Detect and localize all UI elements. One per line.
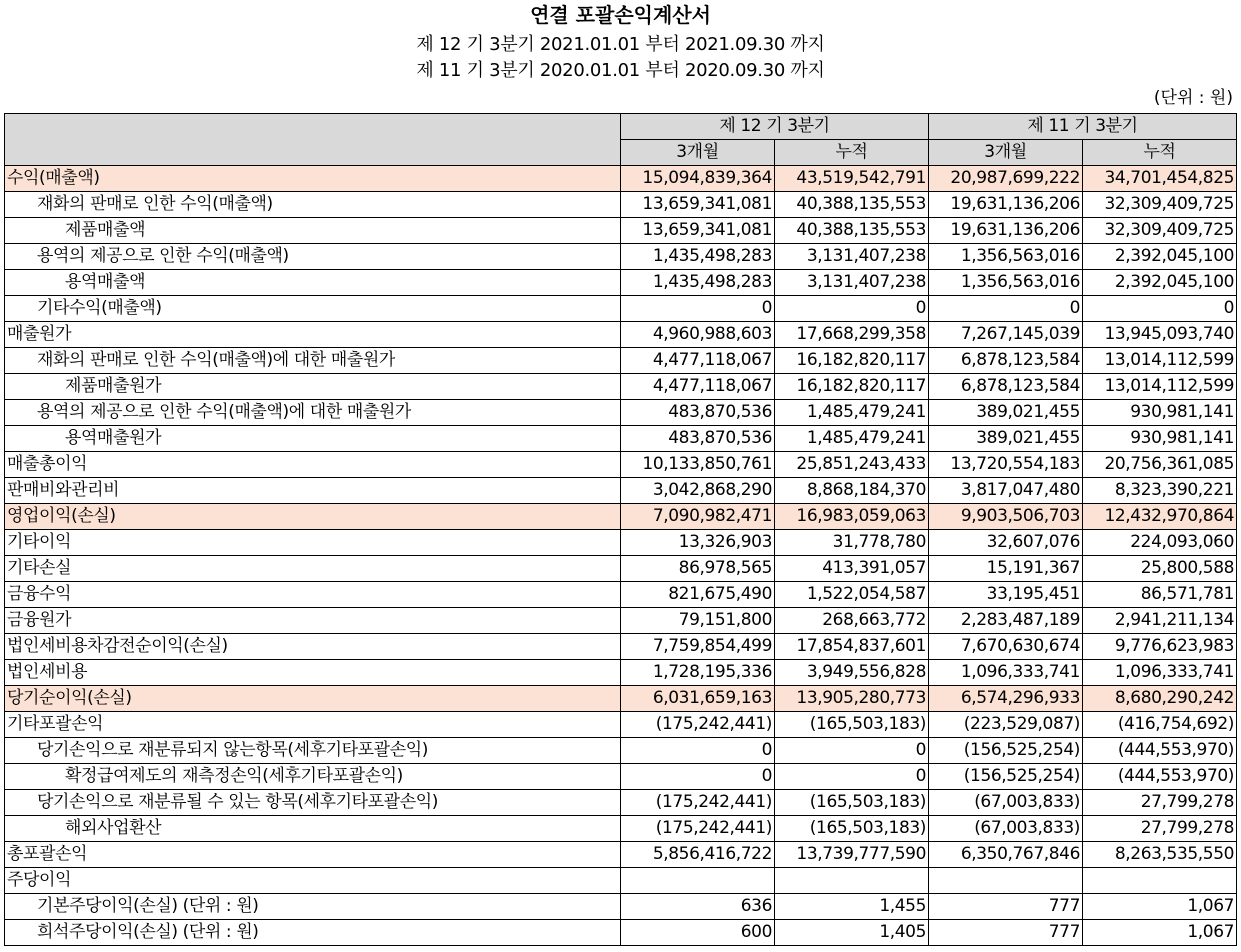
prior-cum-value: 20,756,361,085 xyxy=(1083,452,1237,478)
prior-cum-value: 12,432,970,864 xyxy=(1083,504,1237,530)
prior-cum-value: (416,754,692) xyxy=(1083,712,1237,738)
current-3m-value: 0 xyxy=(621,738,775,764)
table-row xyxy=(5,322,1237,348)
prior-3m-value: (67,003,833) xyxy=(929,790,1083,816)
current-3m-value: 7,759,854,499 xyxy=(621,634,775,660)
prior-3m-value: (67,003,833) xyxy=(929,816,1083,842)
row-label: 당기손익으로 재분류되지 않는항목(세후기타포괄손익) xyxy=(5,738,621,764)
row-label: 기타포괄손익 xyxy=(5,712,621,738)
prior-3m-value: 20,987,699,222 xyxy=(929,166,1083,192)
prior-cum-value: 8,263,535,550 xyxy=(1083,842,1237,868)
prior-cum-value: (444,553,970) xyxy=(1083,764,1237,790)
table-row xyxy=(5,790,1237,816)
prior-cum-value: 1,067 xyxy=(1083,894,1237,920)
row-label: 제품매출원가 xyxy=(5,374,621,400)
header-prior-period: 제 11 기 3분기 xyxy=(929,114,1237,140)
current-cum-value: 13,739,777,590 xyxy=(775,842,929,868)
row-label: 법인세비용 xyxy=(5,660,621,686)
prior-cum-value: 8,323,390,221 xyxy=(1083,478,1237,504)
current-3m-value: 13,326,903 xyxy=(621,530,775,556)
current-3m-value: (175,242,441) xyxy=(621,816,775,842)
current-3m-value: (175,242,441) xyxy=(621,712,775,738)
current-3m-value: 4,477,118,067 xyxy=(621,374,775,400)
current-3m-value: 0 xyxy=(621,296,775,322)
prior-3m-value: 6,878,123,584 xyxy=(929,348,1083,374)
table-row xyxy=(5,556,1237,582)
prior-cum-value: 13,014,112,599 xyxy=(1083,374,1237,400)
prior-cum-value: 1,096,333,741 xyxy=(1083,660,1237,686)
header-blank xyxy=(5,114,621,166)
current-3m-value: 10,133,850,761 xyxy=(621,452,775,478)
prior-cum-value: 930,981,141 xyxy=(1083,426,1237,452)
table-row xyxy=(5,244,1237,270)
prior-3m-value: (223,529,087) xyxy=(929,712,1083,738)
prior-cum-value: 1,067 xyxy=(1083,920,1237,946)
row-label: 법인세비용차감전순이익(손실) xyxy=(5,634,621,660)
table-row xyxy=(5,374,1237,400)
table-row xyxy=(5,868,1237,894)
current-3m-value: 7,090,982,471 xyxy=(621,504,775,530)
prior-cum-value: 86,571,781 xyxy=(1083,582,1237,608)
table-row xyxy=(5,894,1237,920)
table-row xyxy=(5,452,1237,478)
row-label: 희석주당이익(손실) (단위 : 원) xyxy=(5,920,621,946)
table-row xyxy=(5,712,1237,738)
row-label: 제품매출액 xyxy=(5,218,621,244)
prior-3m-value: 33,195,451 xyxy=(929,582,1083,608)
table-row xyxy=(5,504,1237,530)
prior-cum-value: 13,014,112,599 xyxy=(1083,348,1237,374)
current-cum-value: 16,983,059,063 xyxy=(775,504,929,530)
current-cum-value: 13,905,280,773 xyxy=(775,686,929,712)
current-cum-value: 40,388,135,553 xyxy=(775,192,929,218)
prior-cum-value xyxy=(1083,868,1237,894)
prior-3m-value: 1,356,563,016 xyxy=(929,244,1083,270)
table-row xyxy=(5,400,1237,426)
current-cum-value: 0 xyxy=(775,738,929,764)
table-row xyxy=(5,192,1237,218)
prior-3m-value: 7,267,145,039 xyxy=(929,322,1083,348)
current-3m-value: 3,042,868,290 xyxy=(621,478,775,504)
prior-cum-value: 27,799,278 xyxy=(1083,790,1237,816)
current-cum-value: 40,388,135,553 xyxy=(775,218,929,244)
row-label: 기타수익(매출액) xyxy=(5,296,621,322)
prior-3m-value: 389,021,455 xyxy=(929,426,1083,452)
table-row xyxy=(5,842,1237,868)
table-row xyxy=(5,920,1237,946)
current-3m-value: (175,242,441) xyxy=(621,790,775,816)
prior-3m-value xyxy=(929,868,1083,894)
row-label: 금융수익 xyxy=(5,582,621,608)
prior-3m-value: 19,631,136,206 xyxy=(929,192,1083,218)
prior-3m-value: 6,574,296,933 xyxy=(929,686,1083,712)
row-label: 확정급여제도의 재측정손익(세후기타포괄손익) xyxy=(5,764,621,790)
current-cum-value: 16,182,820,117 xyxy=(775,374,929,400)
prior-3m-value: 777 xyxy=(929,920,1083,946)
table-row xyxy=(5,686,1237,712)
table-row xyxy=(5,582,1237,608)
row-label: 총포괄손익 xyxy=(5,842,621,868)
current-3m-value: 6,031,659,163 xyxy=(621,686,775,712)
table-row xyxy=(5,270,1237,296)
prior-cum-value: (444,553,970) xyxy=(1083,738,1237,764)
row-label: 주당이익 xyxy=(5,868,621,894)
current-cum-value: 31,778,780 xyxy=(775,530,929,556)
current-3m-value: 1,435,498,283 xyxy=(621,244,775,270)
prior-cum-value: 224,093,060 xyxy=(1083,530,1237,556)
current-3m-value: 636 xyxy=(621,894,775,920)
current-cum-value: (165,503,183) xyxy=(775,712,929,738)
current-3m-value: 86,978,565 xyxy=(621,556,775,582)
header-current-period: 제 12 기 3분기 xyxy=(621,114,929,140)
current-3m-value: 4,477,118,067 xyxy=(621,348,775,374)
row-label: 용역매출원가 xyxy=(5,426,621,452)
current-3m-value: 79,151,800 xyxy=(621,608,775,634)
current-cum-value: 25,851,243,433 xyxy=(775,452,929,478)
row-label: 재화의 판매로 인한 수익(매출액)에 대한 매출원가 xyxy=(5,348,621,374)
table-row xyxy=(5,348,1237,374)
prior-3m-value: 1,096,333,741 xyxy=(929,660,1083,686)
period-prior: 제 11 기 3분기 2020.01.01 부터 2020.09.30 까지 xyxy=(416,60,825,81)
header-current-3m: 3개월 xyxy=(621,140,775,166)
header-prior-cum: 누적 xyxy=(1083,140,1237,166)
table-row xyxy=(5,634,1237,660)
prior-3m-value: 2,283,487,189 xyxy=(929,608,1083,634)
current-3m-value: 13,659,341,081 xyxy=(621,218,775,244)
row-label: 매출원가 xyxy=(5,322,621,348)
prior-3m-value: 777 xyxy=(929,894,1083,920)
prior-3m-value: 3,817,047,480 xyxy=(929,478,1083,504)
header-row-periods xyxy=(5,114,1237,140)
current-3m-value: 600 xyxy=(621,920,775,946)
row-label: 수익(매출액) xyxy=(5,166,621,192)
current-3m-value: 1,728,195,336 xyxy=(621,660,775,686)
table-row xyxy=(5,660,1237,686)
header-prior-3m: 3개월 xyxy=(929,140,1083,166)
prior-cum-value: 32,309,409,725 xyxy=(1083,192,1237,218)
prior-cum-value: 34,701,454,825 xyxy=(1083,166,1237,192)
income-statement-table xyxy=(4,113,1237,946)
table-row xyxy=(5,478,1237,504)
current-3m-value: 5,856,416,722 xyxy=(621,842,775,868)
table-row xyxy=(5,764,1237,790)
unit-label: (단위 : 원) xyxy=(1153,88,1233,108)
row-label: 기본주당이익(손실) (단위 : 원) xyxy=(5,894,621,920)
row-label: 판매비와관리비 xyxy=(5,478,621,504)
current-cum-value: 3,949,556,828 xyxy=(775,660,929,686)
current-3m-value: 15,094,839,364 xyxy=(621,166,775,192)
row-label: 영업이익(손실) xyxy=(5,504,621,530)
row-label: 용역매출액 xyxy=(5,270,621,296)
table-row xyxy=(5,296,1237,322)
prior-cum-value: 2,392,045,100 xyxy=(1083,244,1237,270)
prior-cum-value: 8,680,290,242 xyxy=(1083,686,1237,712)
current-cum-value: 3,131,407,238 xyxy=(775,270,929,296)
prior-3m-value: (156,525,254) xyxy=(929,764,1083,790)
row-label: 금융원가 xyxy=(5,608,621,634)
current-3m-value xyxy=(621,868,775,894)
prior-3m-value: 0 xyxy=(929,296,1083,322)
current-3m-value: 483,870,536 xyxy=(621,400,775,426)
row-label: 당기순이익(손실) xyxy=(5,686,621,712)
prior-cum-value: 25,800,588 xyxy=(1083,556,1237,582)
prior-cum-value: 13,945,093,740 xyxy=(1083,322,1237,348)
current-cum-value: (165,503,183) xyxy=(775,790,929,816)
prior-3m-value: 32,607,076 xyxy=(929,530,1083,556)
current-cum-value xyxy=(775,868,929,894)
current-cum-value: 1,485,479,241 xyxy=(775,426,929,452)
prior-cum-value: 32,309,409,725 xyxy=(1083,218,1237,244)
prior-3m-value: 6,878,123,584 xyxy=(929,374,1083,400)
current-cum-value: 0 xyxy=(775,296,929,322)
table-row xyxy=(5,816,1237,842)
current-cum-value: 0 xyxy=(775,764,929,790)
table-row xyxy=(5,218,1237,244)
prior-3m-value: (156,525,254) xyxy=(929,738,1083,764)
prior-3m-value: 9,903,506,703 xyxy=(929,504,1083,530)
row-label: 용역의 제공으로 인한 수익(매출액)에 대한 매출원가 xyxy=(5,400,621,426)
prior-cum-value: 2,392,045,100 xyxy=(1083,270,1237,296)
current-cum-value: 1,522,054,587 xyxy=(775,582,929,608)
current-cum-value: 3,131,407,238 xyxy=(775,244,929,270)
row-label: 당기손익으로 재분류될 수 있는 항목(세후기타포괄손익) xyxy=(5,790,621,816)
current-cum-value: 43,519,542,791 xyxy=(775,166,929,192)
table-row xyxy=(5,426,1237,452)
prior-cum-value: 27,799,278 xyxy=(1083,816,1237,842)
current-3m-value: 4,960,988,603 xyxy=(621,322,775,348)
prior-3m-value: 13,720,554,183 xyxy=(929,452,1083,478)
row-label: 해외사업환산 xyxy=(5,816,621,842)
prior-3m-value: 15,191,367 xyxy=(929,556,1083,582)
prior-cum-value: 930,981,141 xyxy=(1083,400,1237,426)
row-label: 기타손실 xyxy=(5,556,621,582)
current-cum-value: (165,503,183) xyxy=(775,816,929,842)
prior-cum-value: 2,941,211,134 xyxy=(1083,608,1237,634)
current-3m-value: 0 xyxy=(621,764,775,790)
current-3m-value: 821,675,490 xyxy=(621,582,775,608)
period-current: 제 12 기 3분기 2021.01.01 부터 2021.09.30 까지 xyxy=(416,34,825,55)
current-cum-value: 17,854,837,601 xyxy=(775,634,929,660)
current-3m-value: 13,659,341,081 xyxy=(621,192,775,218)
current-cum-value: 16,182,820,117 xyxy=(775,348,929,374)
row-label: 용역의 제공으로 인한 수익(매출액) xyxy=(5,244,621,270)
current-cum-value: 1,405 xyxy=(775,920,929,946)
row-label: 기타이익 xyxy=(5,530,621,556)
current-cum-value: 17,668,299,358 xyxy=(775,322,929,348)
table-row xyxy=(5,166,1237,192)
row-label: 재화의 판매로 인한 수익(매출액) xyxy=(5,192,621,218)
prior-3m-value: 7,670,630,674 xyxy=(929,634,1083,660)
current-cum-value: 1,455 xyxy=(775,894,929,920)
prior-cum-value: 9,776,623,983 xyxy=(1083,634,1237,660)
table-row xyxy=(5,608,1237,634)
table-row xyxy=(5,738,1237,764)
header-current-cum: 누적 xyxy=(775,140,929,166)
prior-3m-value: 389,021,455 xyxy=(929,400,1083,426)
prior-3m-value: 19,631,136,206 xyxy=(929,218,1083,244)
row-label: 매출총이익 xyxy=(5,452,621,478)
current-3m-value: 1,435,498,283 xyxy=(621,270,775,296)
current-cum-value: 413,391,057 xyxy=(775,556,929,582)
prior-3m-value: 6,350,767,846 xyxy=(929,842,1083,868)
prior-3m-value: 1,356,563,016 xyxy=(929,270,1083,296)
current-3m-value: 483,870,536 xyxy=(621,426,775,452)
prior-cum-value: 0 xyxy=(1083,296,1237,322)
current-cum-value: 8,868,184,370 xyxy=(775,478,929,504)
statement-title: 연결 포괄손익계산서 xyxy=(530,3,711,27)
current-cum-value: 268,663,772 xyxy=(775,608,929,634)
current-cum-value: 1,485,479,241 xyxy=(775,400,929,426)
table-row xyxy=(5,530,1237,556)
